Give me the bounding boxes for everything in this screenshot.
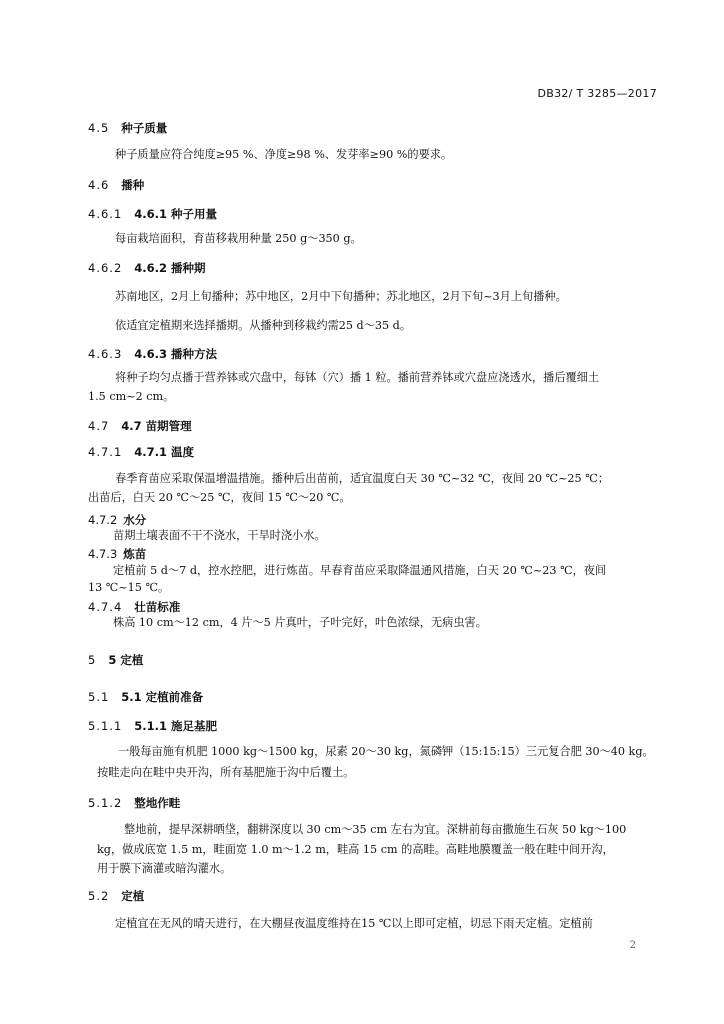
paragraph-planting: 定植宜在无风的晴天进行，在大棚昼夜温度维持在15 ℃以上即可定植，切忌下雨天定植。定植前: [115, 917, 593, 930]
paragraph-hardening-line2: 13 ℃~15 ℃。: [88, 581, 170, 594]
heading-title: 4.6.2 播种期: [134, 261, 206, 275]
heading-title: 4.7 苗期管理: [121, 419, 192, 433]
heading-5: [88, 652, 143, 668]
paragraph-land-prep-line1: 整地前，提早深耕晒垡，翻耕深度以 30 cm～35 cm 左右为宜。深耕前每亩撒施生石灰 50 kg～100: [124, 823, 627, 836]
paragraph-land-prep-line3: 用于膜下滴灌或暗沟灌水。: [97, 862, 232, 875]
paragraph-sowing-method-line1: 将种子均匀点播于营养钵或穴盘中，每钵（穴）播 1 粒。播前营养钵或穴盘应浇透水，播后覆细土: [115, 371, 600, 384]
heading-number: 4.7.1: [88, 445, 123, 459]
paragraph-seed-amount: 每亩栽培面积，育苗移栽用种量 250 g～350 g。: [115, 232, 362, 245]
paragraph-sowing-period: 苏南地区，2月上旬播种；苏中地区，2月中下旬播种；苏北地区，2月下旬~3月上旬播种。: [115, 290, 567, 303]
paragraph-base-fertilizer-line1: 一般每亩施有机肥 1000 kg～1500 kg，尿素 20～30 kg，氮磷钾（15:15:15）三元复合肥 30～40 kg。: [118, 745, 654, 758]
paragraph-hardening-line1: 定植前 5 d～7 d，控水控肥，进行炼苗。早春育苗应采取降温通风措施，白天 20 ℃~23 ℃，夜间: [113, 564, 607, 577]
heading-title: 4.6.3 播种方法: [134, 347, 218, 361]
heading-number: 5.1: [88, 690, 110, 704]
heading-title: 4.6.1 种子用量: [134, 207, 218, 221]
heading-5-1: [88, 689, 203, 705]
heading-title: 种子质量: [121, 121, 168, 135]
heading-4-7-1: [88, 444, 194, 460]
heading-number: 5.1.2: [88, 796, 123, 810]
heading-4-5: [88, 120, 167, 136]
heading-title: 水分: [123, 513, 147, 527]
heading-number: 5.2: [88, 889, 110, 903]
heading-number: 4.7: [88, 419, 110, 433]
heading-number: 4.7.4: [88, 600, 123, 614]
heading-number: 4.6.1: [88, 207, 123, 221]
heading-title: 壮苗标准: [134, 600, 181, 614]
heading-title: 炼苗: [123, 547, 147, 561]
heading-title: 播种: [121, 178, 145, 192]
heading-4-6-2: [88, 260, 206, 276]
heading-4-7: [88, 418, 192, 434]
document-code-header: DB32/ T 3285—2017: [537, 87, 657, 100]
paragraph-sowing-selection: 依适宜定植期来选择播期。从播种到移栽约需25 d～35 d。: [115, 319, 412, 332]
heading-4-6-1: [88, 206, 217, 222]
paragraph-seedling-standard: 株高 10 cm～12 cm，4 片～5 片真叶，子叶完好，叶色浓绿，无病虫害。: [113, 616, 487, 629]
heading-title: 5.1.1 施足基肥: [134, 719, 218, 733]
heading-5-1-2: [88, 795, 180, 811]
paragraph-land-prep-line2: kg，做成底宽 1.5 m，畦面宽 1.0 m～1.2 m，畦高 15 cm 的高畦。高畦地膜覆盖一般在畦中间开沟，: [97, 843, 614, 856]
heading-number: 4.5: [88, 121, 110, 135]
heading-5-2: [88, 888, 144, 904]
paragraph-temperature-line1: 春季育苗应采取保温增温措施。播种后出苗前，适宜温度白天 30 ℃~32 ℃，夜间 20 ℃~25 ℃；: [115, 472, 609, 485]
heading-number: 4.6: [88, 178, 110, 192]
paragraph-sowing-method-line2: 1.5 cm~2 cm。: [88, 390, 175, 403]
paragraph-water: 苗期土壤表面不干不浇水，干旱时浇小水。: [113, 529, 326, 542]
heading-title: 5 定植: [108, 653, 144, 667]
paragraph-base-fertilizer-line2: 按畦走向在畦中央开沟，所有基肥施于沟中后覆土。: [97, 766, 355, 779]
heading-number: 4.6.3: [88, 347, 123, 361]
heading-title: 4.7.1 温度: [134, 445, 195, 459]
heading-number: 4.6.2: [88, 261, 123, 275]
heading-number: 5: [88, 653, 97, 667]
heading-title: 整地作畦: [134, 796, 181, 810]
heading-4-7-3: [88, 546, 146, 562]
heading-title: 5.1 定植前准备: [121, 690, 204, 704]
heading-number: 4.7.3: [88, 547, 118, 561]
heading-number: 4.7.2: [88, 513, 118, 527]
paragraph-seed-quality: 种子质量应符合纯度≥95 %、净度≥98 %、发芽率≥90 %的要求。: [115, 148, 453, 161]
heading-number: 5.1.1: [88, 719, 123, 733]
heading-4-6-3: [88, 346, 217, 362]
heading-5-1-1: [88, 718, 217, 734]
page-number: 2: [629, 940, 636, 951]
heading-4-6: [88, 177, 144, 193]
paragraph-temperature-line2: 出苗后，白天 20 ℃～25 ℃，夜间 15 ℃～20 ℃。: [88, 491, 351, 504]
heading-title: 定植: [121, 889, 145, 903]
